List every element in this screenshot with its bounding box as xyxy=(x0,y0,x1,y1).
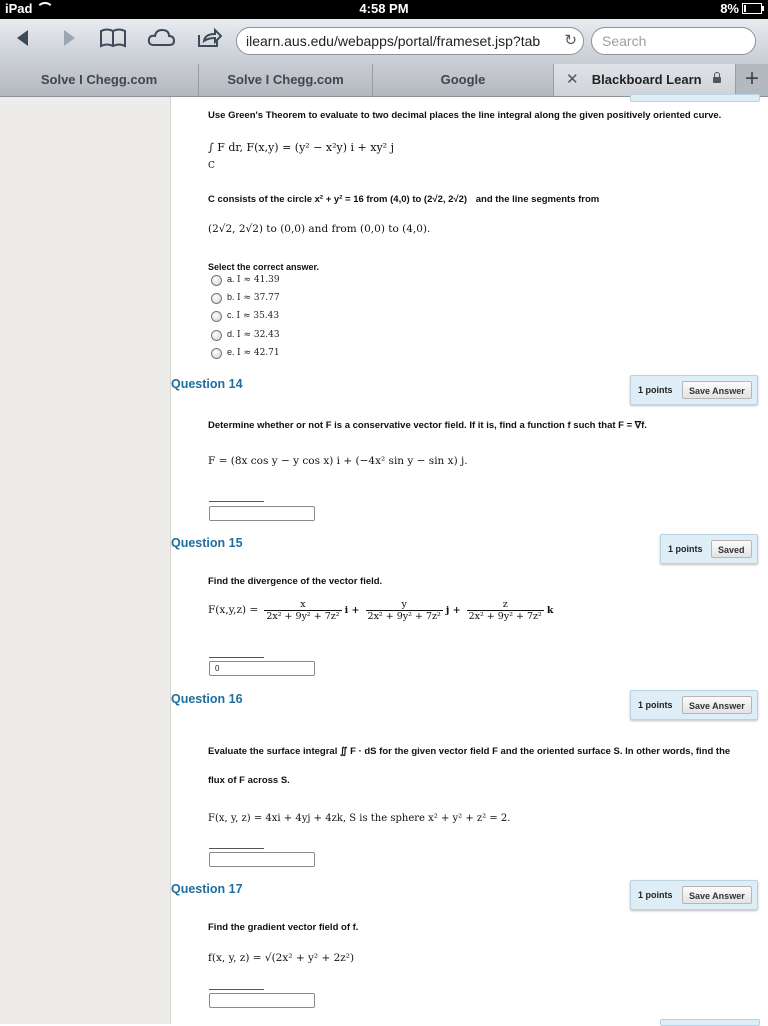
q17-points-box xyxy=(630,880,758,910)
q16-prompt-b: flux of F across S. xyxy=(208,775,290,786)
q16-save-answer-button[interactable]: Save Answer xyxy=(682,696,752,714)
tab-bar xyxy=(0,64,768,97)
q15-term-y: $\frac{y}{\text{2x² + 9y² + 7z²}}$ xyxy=(367,599,441,622)
option-a-label[interactable]: a. I ≈ 41.39 xyxy=(227,274,280,285)
bookmarks-icon[interactable] xyxy=(98,27,128,55)
q15-points-box xyxy=(660,534,758,564)
q17-answer-input[interactable] xyxy=(209,993,315,1008)
q15-term-x: $\frac{x}{\text{2x² + 9y² + 7z²}}$ xyxy=(266,599,340,622)
q17-prompt: Find the gradient vector field of f. xyxy=(208,922,359,933)
lock-icon xyxy=(713,77,721,83)
page-sidebar xyxy=(0,97,171,1024)
q15-answer-underline xyxy=(209,657,264,658)
clock: 4:58 PM xyxy=(359,1,409,16)
q13-prompt: Use Green's Theorem to evaluate to two decimal places the line integral along the given positively oriented curve. xyxy=(208,110,722,121)
battery-percent: 8% xyxy=(720,1,739,16)
q16-answer-underline xyxy=(209,848,264,849)
q15-term-z: $\frac{z}{\text{2x² + 9y² + 7z²}}$ xyxy=(468,599,542,622)
battery-icon xyxy=(742,3,762,14)
option-a-radio[interactable] xyxy=(211,275,222,286)
q13-contour: C xyxy=(208,161,215,171)
search-input[interactable]: Search xyxy=(591,27,756,55)
q15-points: 1 points xyxy=(668,544,703,554)
tab-chegg-2[interactable] xyxy=(199,64,373,96)
tab-label: Solve I Chegg.com xyxy=(40,72,158,87)
option-e-label[interactable]: e. I ≈ 42.71 xyxy=(227,347,280,358)
question-16-title: Question 16 xyxy=(171,692,243,706)
option-d-radio[interactable] xyxy=(211,330,222,341)
q14-save-answer-button[interactable]: Save Answer xyxy=(682,381,752,399)
q14-answer-input[interactable] xyxy=(209,506,315,521)
q16-points: 1 points xyxy=(638,700,673,710)
q14-formula: F = (8x cos y − y cos x) i + (−4x² sin y − sin x) j. xyxy=(208,455,468,467)
q13-curve-text-a: C consists of the circle x² + y² = 16 from (4,0) to (2√2, 2√2) xyxy=(208,194,468,205)
q17-formula: f(x, y, z) = √(2x² + y² + 2z²) xyxy=(208,952,355,964)
question-15-title: Question 15 xyxy=(171,536,243,550)
points-box-top-edge xyxy=(630,94,760,102)
tab-google[interactable] xyxy=(373,64,554,96)
option-b-radio[interactable] xyxy=(211,293,222,304)
q14-answer-underline xyxy=(209,501,264,502)
option-d-label[interactable]: d. I ≈ 32.43 xyxy=(227,329,280,340)
q14-points: 1 points xyxy=(638,385,673,395)
tab-chegg-1[interactable] xyxy=(0,64,199,96)
q17-save-answer-button[interactable]: Save Answer xyxy=(682,886,752,904)
url-text: ilearn.aus.edu/webapps/portal/frameset.jsp?tab xyxy=(246,33,541,49)
reload-icon[interactable]: ↻ xyxy=(564,32,577,49)
option-c-radio[interactable] xyxy=(211,311,222,322)
option-e-radio[interactable] xyxy=(211,348,222,359)
q17-answer-underline xyxy=(209,989,264,990)
q14-prompt: Determine whether or not F is a conservative vector field. If it is, find a function f such that F = ∇f. xyxy=(208,420,647,431)
tab-blackboard[interactable] xyxy=(554,64,736,96)
new-tab-button[interactable]: + xyxy=(744,65,759,92)
q13-segments: (2√2, 2√2) to (0,0) and from (0,0) to (4,0). xyxy=(208,223,431,235)
option-c-label[interactable]: c. I ≈ 35.43 xyxy=(227,310,280,321)
device-name: iPad xyxy=(5,1,33,16)
q15-formula: F(x,y,z) = $\frac{x}{\text{2x² + 9y² + 7z²}}$ i + $\frac{y}{\text{2x² + 9y² + 7z²}}$ j + $\frac{z}{\text{2x² + 9y² + 7z²}}$ k xyxy=(208,599,554,622)
q16-answer-input[interactable] xyxy=(209,852,315,867)
status-bar xyxy=(0,0,768,19)
q17-points: 1 points xyxy=(638,890,673,900)
q13-curve-text xyxy=(208,194,599,205)
q16-formula: F(x, y, z) = 4xi + 4yj + 4zk, S is the sphere x² + y² + z² = 2. xyxy=(208,813,511,824)
q16-points-box xyxy=(630,690,758,720)
question-14-title: Question 14 xyxy=(171,377,243,391)
next-points-box-edge xyxy=(660,1019,760,1026)
back-icon[interactable] xyxy=(8,27,38,55)
q15-answer-input[interactable]: 0 xyxy=(209,661,315,676)
forward-icon[interactable] xyxy=(54,27,84,55)
q13-integral: ∫ F dr, F(x,y) = (y² − x²y) i + xy² j xyxy=(208,141,394,154)
q13-curve-text-b: and the line segments from xyxy=(475,194,600,205)
q14-points-box xyxy=(630,375,758,405)
question-17-title: Question 17 xyxy=(171,882,243,896)
url-field[interactable] xyxy=(236,27,584,55)
tab-label: Blackboard Learn xyxy=(591,72,702,87)
q15-saved-button[interactable]: Saved xyxy=(711,540,752,558)
q15-prompt: Find the divergence of the vector field. xyxy=(208,576,383,587)
option-b-label[interactable]: b. I ≈ 37.77 xyxy=(227,292,280,303)
q13-select-label: Select the correct answer. xyxy=(208,262,320,272)
q16-prompt-a: Evaluate the surface integral ∬ F · dS for the given vector field F and the oriented surface S. In other words, find the xyxy=(208,746,731,757)
tab-label: Solve I Chegg.com xyxy=(227,72,344,87)
browser-toolbar xyxy=(0,19,768,65)
icloud-icon[interactable] xyxy=(146,27,176,55)
tab-label: Google xyxy=(440,72,486,87)
share-icon[interactable] xyxy=(194,27,224,55)
close-tab-icon[interactable]: ✕ xyxy=(566,71,579,88)
